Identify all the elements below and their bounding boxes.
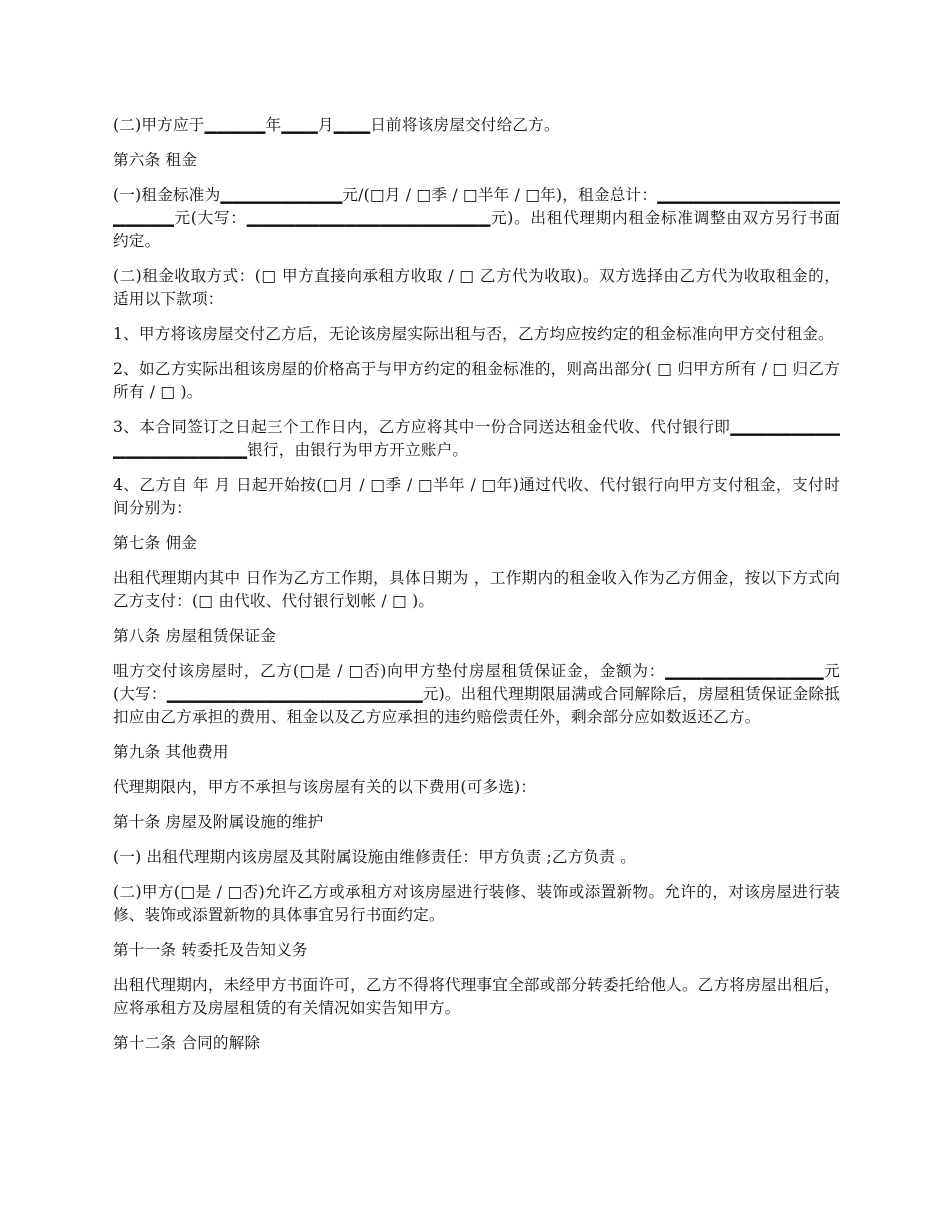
rent-item-3: 3、本合同签订之日起三个工作日内，乙方应将其中一份合同送达租金代收、代付银行即▁▁▁▁▁▁▁▁▁▁▁▁▁▁▁▁▁▁▁▁银行，由银行为甲方开立账户。 [113,418,840,459]
subdelegation-paragraph: 出租代理期内，未经甲方书面许可，乙方不得将代理事宜全部或部分转委托给他人。乙方将房屋出租后，应将承租方及房屋租赁的有关情况如实告知甲方。 [113,976,840,1017]
article-8-heading: 第八条 房屋租赁保证金 [113,627,277,645]
commission-paragraph: 出租代理期内其中 日作为乙方工作期，具体日期为 ，工作期内的租金收入作为乙方佣金，按以下方式向乙方支付：(□ 由代收、代付银行划帐 / □ )。 [113,569,840,610]
rent-item-2: 2、如乙方实际出租该房屋的价格高于与甲方约定的租金标准的，则高出部分( □ 归甲方所有 / □ 归乙方所有 / □ )。 [113,360,840,401]
article-7-heading: 第七条 佣金 [113,534,198,552]
article-6-heading: 第六条 租金 [113,151,198,169]
other-fees-paragraph: 代理期限内，甲方不承担与该房屋有关的以下费用(可多选)： [113,778,537,796]
rent-item-1: 1、甲方将该房屋交付乙方后，无论该房屋实际出租与否，乙方均应按约定的租金标准向甲方交付租金。 [113,325,834,343]
rent-standard-paragraph: (一)租金标准为▁▁▁▁▁▁▁▁▁▁元/(□月 / □季 / □半年 / □年)，租金总计：▁▁▁▁▁▁▁▁▁▁▁▁▁▁▁▁▁▁▁▁元(大写：▁▁▁▁▁▁▁▁▁▁▁▁▁▁▁▁▁▁▁▁元)。出租代理期内租金标准调整由双方另行书面约定。 [113,186,840,250]
maintenance-item-2: (二)甲方(□是 / □否)允许乙方或承租方对该房屋进行装修、装饰或添置新物。允许的，对该房屋进行装修、装饰或添置新物的具体事宜另行书面约定。 [113,883,840,924]
article-12-heading: 第十二条 合同的解除 [113,1034,261,1052]
deposit-paragraph: 咀方交付该房屋时，乙方(□是 / □否)向甲方垫付房屋租赁保证金，金额为：▁▁▁▁▁▁▁▁▁▁▁▁▁元(大写：▁▁▁▁▁▁▁▁▁▁▁▁▁▁▁▁▁▁▁▁▁元)。出租代理期限届满或合同解除后，房屋租赁保证金除抵扣应由乙方承担的费用、租金以及乙方应承担的违约赔偿责任外，剩余部分应如数返还乙方。 [113,662,840,726]
article-10-heading: 第十条 房屋及附属设施的维护 [113,813,324,831]
article-9-heading: 第九条 其他费用 [113,743,229,761]
rent-collection-method-paragraph: (二)租金收取方式：(□ 甲方直接向承租方收取 / □ 乙方代为收取)。双方选择由乙方代为收取租金的，适用以下款项： [113,267,840,308]
clause-5-item-2: (二)甲方应于▁▁▁▁▁年▁▁▁月▁▁▁日前将该房屋交付给乙方。 [113,116,560,134]
maintenance-item-1: (一) 出租代理期内该房屋及其附属设施由维修责任：甲方负责 ;乙方负责 。 [113,848,637,866]
article-11-heading: 第十一条 转委托及告知义务 [113,941,308,959]
rent-item-4: 4、乙方自 年 月 日起开始按(□月 / □季 / □半年 / □年)通过代收、代付银行向甲方支付租金，支付时间分别为： [113,476,840,517]
